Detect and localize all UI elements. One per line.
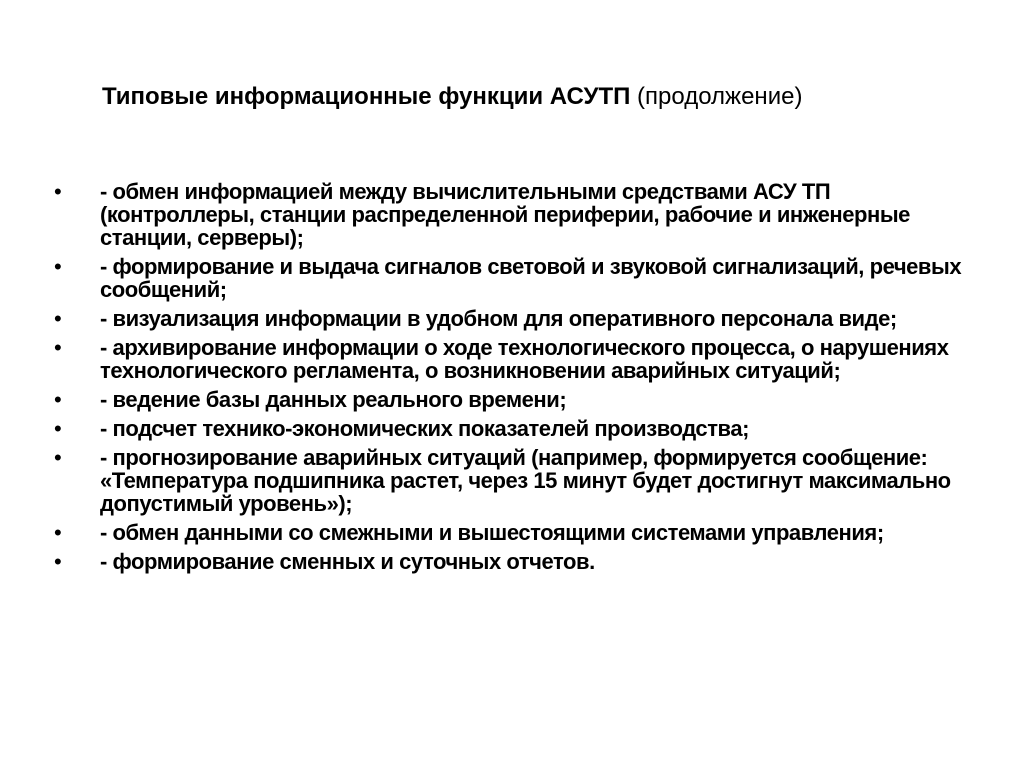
bullet-marker: • — [54, 445, 62, 470]
bullet-item — [0, 388, 1024, 411]
bullet-item — [0, 255, 1024, 301]
slide-title-subtitle: (продолжение) — [637, 83, 803, 110]
bullet-item — [0, 417, 1024, 440]
slide-title — [102, 82, 982, 112]
bullet-marker: • — [54, 387, 62, 412]
bullet-text: - обмен информацией между вычислительными средствами АСУ ТП (контроллеры, станции распределенной периферии, рабочие и инженерные станции, серверы); — [100, 179, 910, 250]
bullet-text: - визуализация информации в удобном для оперативного персонала виде; — [100, 306, 897, 331]
slide-title-main: Типовые информационные функции АСУТП — [102, 83, 631, 110]
bullet-marker: • — [54, 549, 62, 574]
bullet-text: - архивирование информации о ходе технологического процесса, о нарушениях технологического регламента, о возникновении аварийных ситуаций; — [100, 335, 949, 383]
bullet-text: - подсчет технико-экономических показателей производства; — [100, 416, 749, 441]
bullet-item — [0, 180, 1024, 249]
bullet-item — [0, 446, 1024, 515]
bullet-item — [0, 521, 1024, 544]
bullet-item — [0, 336, 1024, 382]
bullet-text: - формирование и выдача сигналов световой и звуковой сигнализаций, речевых сообщений; — [100, 254, 962, 302]
bullet-marker: • — [54, 520, 62, 545]
bullet-text: - обмен данными со смежными и вышестоящими системами управления; — [100, 520, 884, 545]
bullet-marker: • — [54, 335, 62, 360]
bullet-marker: • — [54, 254, 62, 279]
bullet-list — [0, 180, 1024, 579]
bullet-text: - ведение базы данных реального времени; — [100, 387, 567, 412]
bullet-text: - прогнозирование аварийных ситуаций (например, формируется сообщение: «Температура подшипника растет, через 15 минут будет достигнут максимально допустимый уровень»); — [100, 445, 951, 516]
bullet-item — [0, 550, 1024, 573]
bullet-marker: • — [54, 416, 62, 441]
bullet-item — [0, 307, 1024, 330]
bullet-text: - формирование сменных и суточных отчетов. — [100, 549, 595, 574]
bullet-marker: • — [54, 306, 62, 331]
bullet-marker: • — [54, 179, 62, 204]
